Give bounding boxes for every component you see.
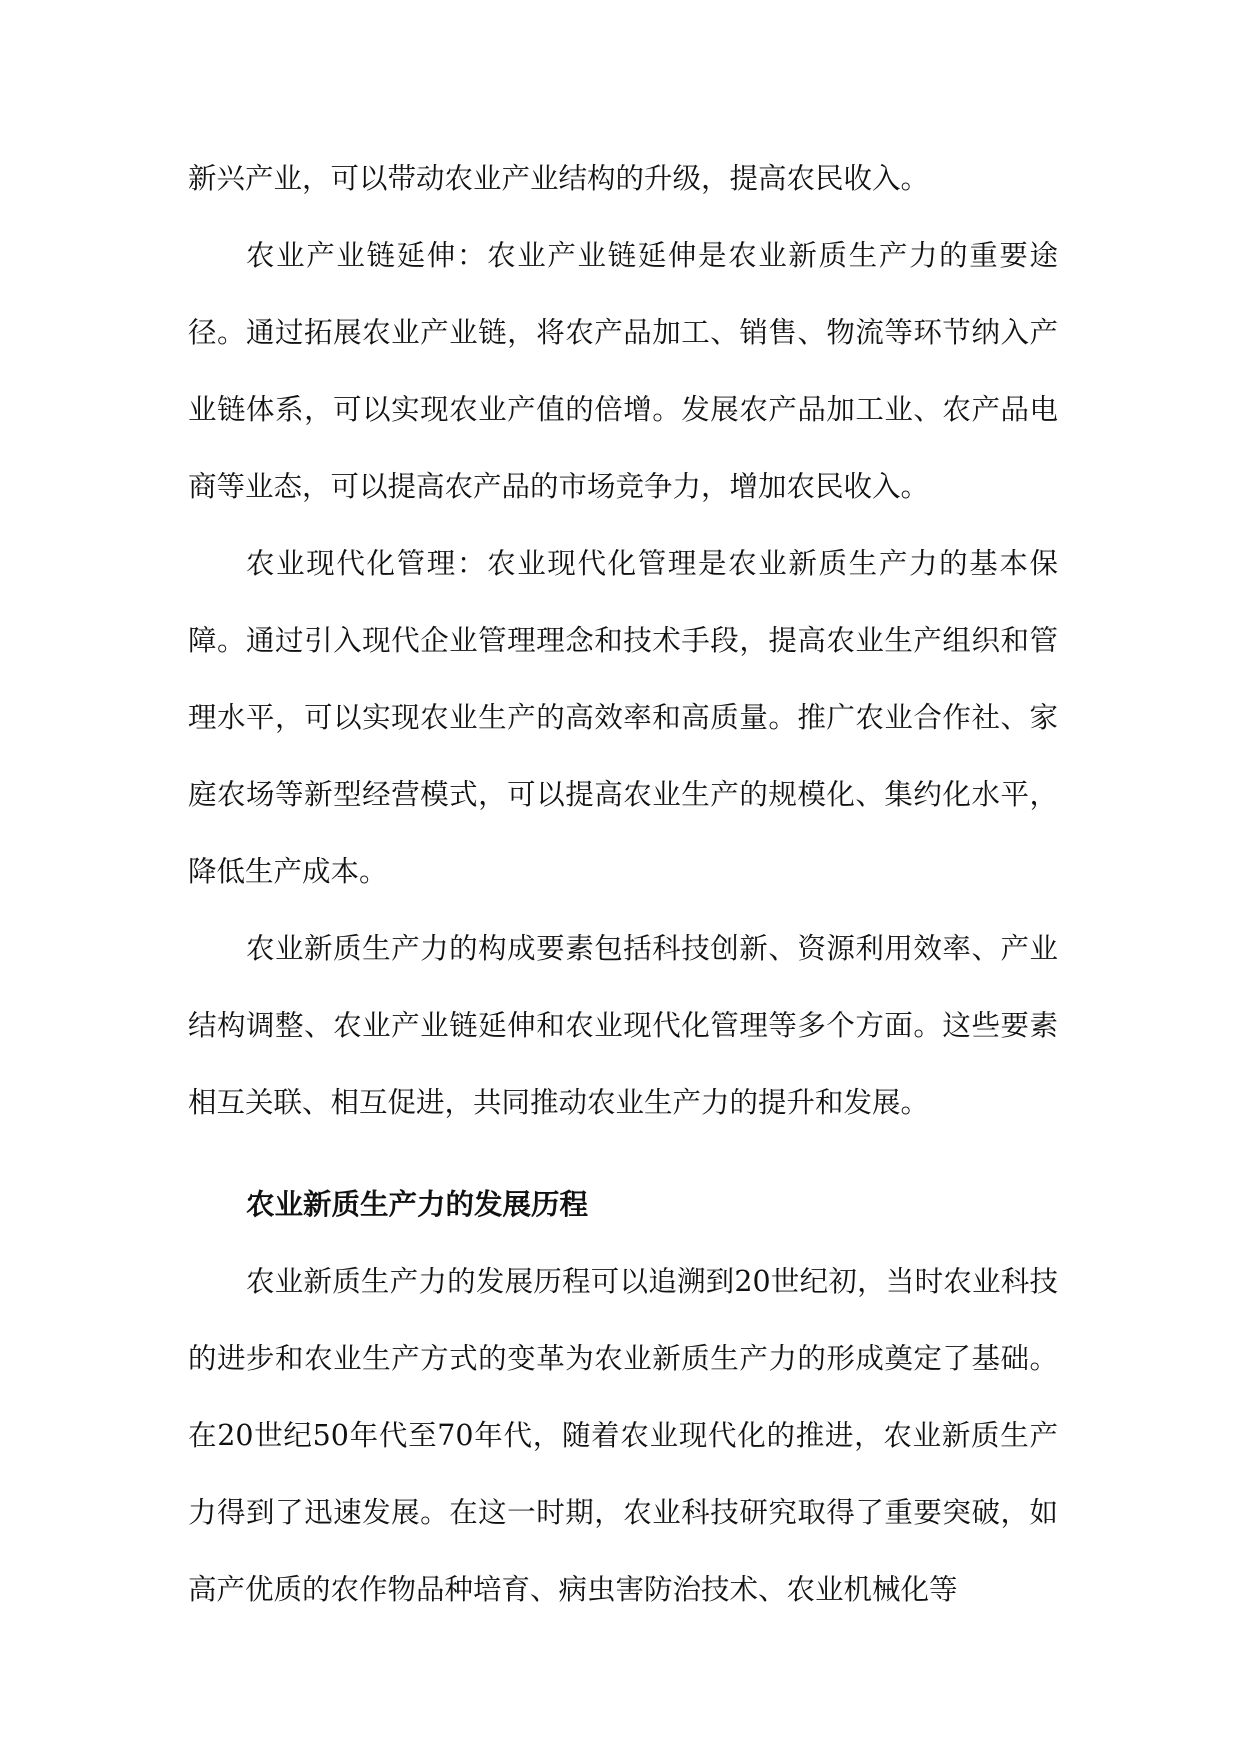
section-heading: 农业新质生产力的发展历程 xyxy=(246,1188,589,1221)
paragraph-industry-chain: 农业产业链延伸：农业产业链延伸是农业新质生产力的重要途径。通过拓展农业产业链，将农产品加工、销售、物流等环节纳入产业链体系，可以实现农业产值的倍增。发展农产品加工业、农产品电商等业态，可以提高农产品的市场竞争力，增加农民收入。 xyxy=(188,239,1058,503)
section-gap xyxy=(188,1141,1058,1166)
paragraph-continuation: 新兴产业，可以带动农业产业结构的升级，提高农民收入。 xyxy=(188,162,930,195)
document-body xyxy=(188,140,1058,1628)
paragraph-modern-management: 农业现代化管理：农业现代化管理是农业新质生产力的基本保障。通过引入现代企业管理理念和技术手段，提高农业生产组织和管理水平，可以实现农业生产的高效率和高质量。推广农业合作社、家庭农场等新型经营模式，可以提高农业生产的规模化、集约化水平，降低生产成本。 xyxy=(188,547,1058,888)
paragraph-history: 农业新质生产力的发展历程可以追溯到20世纪初，当时农业科技的进步和农业生产方式的变革为农业新质生产力的形成奠定了基础。在20世纪50年代至70年代，随着农业现代化的推进，农业新质生产力得到了迅速发展。在这一时期，农业科技研究取得了重要突破，如高产优质的农作物品种培育、病虫害防治技术、农业机械化等 xyxy=(188,1265,1058,1606)
paragraph-summary: 农业新质生产力的构成要素包括科技创新、资源利用效率、产业结构调整、农业产业链延伸和农业现代化管理等多个方面。这些要素相互关联、相互促进，共同推动农业生产力的提升和发展。 xyxy=(188,932,1058,1119)
